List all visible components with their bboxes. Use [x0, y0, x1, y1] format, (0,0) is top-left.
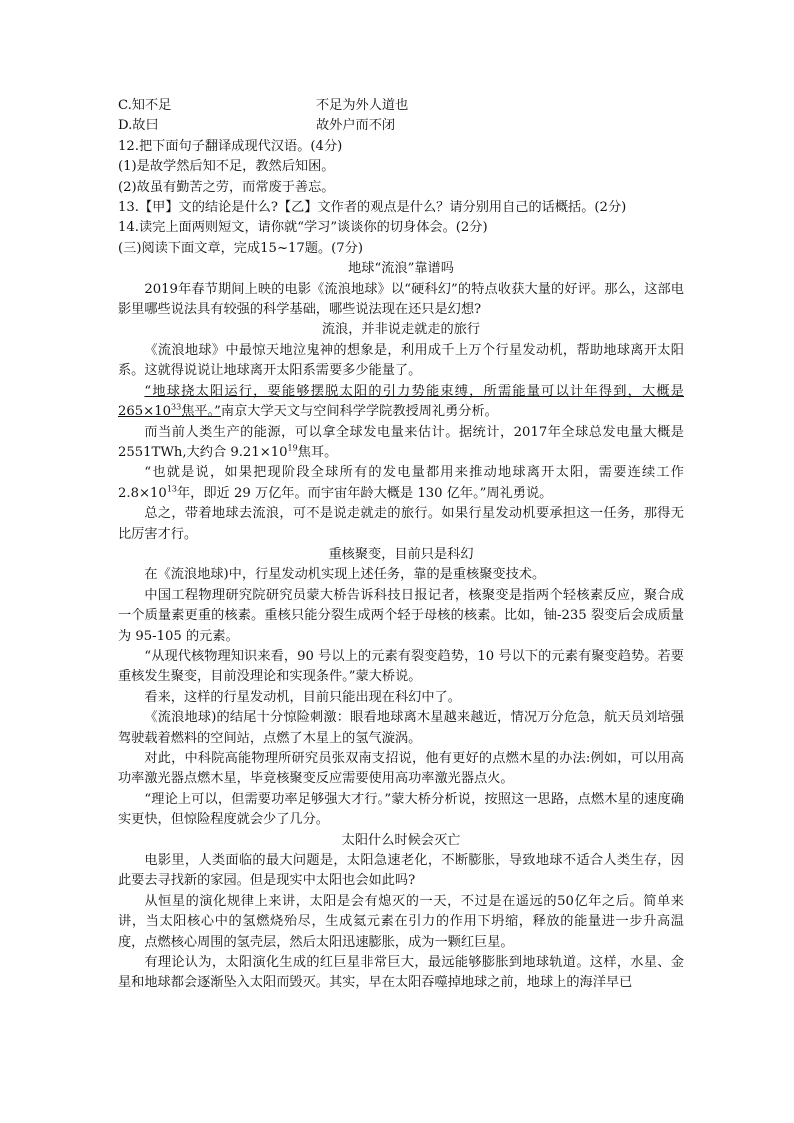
exponent: 19	[287, 443, 298, 453]
paragraph-5: 总之，带着地球去流浪，可不是说走就走的旅行。如果行星发动机要承担这一任务，那得无比厉害才行。	[118, 506, 684, 542]
article-intro: 2019年春节期间上映的电影《流浪地球》以“硬科幻”的特点收获大量的好评。那么，这部电影里哪些说法具有较强的科学基础，哪些说法现在还只是幻想?	[118, 281, 684, 318]
article-title: 地球“流浪”靠谱吗	[348, 261, 454, 277]
paragraph-6: 在《流浪地球)中，行星发动机实现上述任务，靠的是重核聚变技术。	[144, 567, 546, 583]
option-c	[118, 96, 684, 116]
paragraph-2	[118, 382, 684, 423]
paragraph-3	[118, 423, 684, 464]
option-d-label: D.故曰	[118, 118, 159, 134]
paragraph-10: 《流浪地球)的结尾十分惊险刺激：眼看地球离木星越来越近，情况万分危急，航天员刘培强驾驶载着燃料的空间站，点燃了木星上的氢气漩涡。	[118, 710, 684, 746]
paragraph-12: “理论上可以，但需要功率足够强大才行。”蒙大桥分析说，按照这一思路，点燃木星的速度确实更快，但惊险程度就会少了几分。	[118, 791, 684, 828]
document-page	[118, 96, 684, 994]
question-12-title: 12.把下面句子翻译成现代汉语。(4分)	[118, 138, 343, 154]
paragraph-9: 看来，这样的行星发动机，目前只能出现在科幻中了。	[144, 689, 461, 705]
p3-text: 而当前人类生产的能源，可以拿全球发电量来估计。据统计，2017年全球总发电量大概是 2551TWh,大约合 9.21×10	[118, 424, 684, 460]
paragraph-8: “从现代核物理知识来看，90 号以上的元素有裂变趋势，10 号以下的元素有聚变趋势。若要重核发生聚变，目前没理论和实现条件。”蒙大桥说。	[118, 648, 684, 685]
subheading-2: 重核聚变，目前只是科幻	[328, 546, 474, 562]
option-c-sentence: 不足为外人道也	[316, 98, 409, 113]
p3-unit: 焦耳。	[297, 444, 338, 460]
paragraph-14: 从恒星的演化规律上来讲，太阳是会有熄灭的一天，不过是在遥远的50亿年之后。简单来讲，当太阳核心中的氢燃烧殆尽，生成氦元素在引力的作用下坍缩，释放的能量进一步升高温度，点燃核心周围的氢壳层，然后太阳迅速膨胀，成为一颗红巨星。	[118, 893, 684, 950]
section-3-instruction: (三)阅读下面文章，完成15~17题。(7分)	[118, 240, 364, 256]
subheading-3: 太阳什么时候会灭亡	[341, 832, 461, 848]
paragraph-13: 电影里，人类面临的最大问题是，太阳急速老化，不断膨胀，导致地球不适合人类生存，因此要去寻找新的家园。但是现实中太阳也会如此吗?	[118, 853, 684, 889]
paragraph-1: 《流浪地球》中最惊天地泣鬼神的想象是，利用成千上万个行星发动机，帮助地球离开太阳系。这就得说说让地球离开太阳系需要多少能量了。	[118, 342, 684, 379]
exponent: 33	[171, 402, 182, 412]
question-13: 13.【甲】文的结论是什么?【乙】文作者的观点是什么？请分别用自己的话概括。(2分)	[118, 200, 627, 216]
option-d	[118, 116, 684, 136]
paragraph-11: 对此，中科院高能物理所研究员张双南支招说，他有更好的点燃木星的办法:例如，可以用高功率激光器点燃木星，毕竟核聚变反应需要使用高功率激光器点火。	[118, 751, 684, 787]
question-14: 14.读完上面两则短文，请你就“学习”谈谈你的切身体会。(2分)	[118, 220, 488, 236]
p4-tail: 年，即近 29 万亿年。而宇宙年龄大概是 130 亿年。”周礼勇说。	[177, 485, 553, 501]
paragraph-15: 有理论认为，太阳演化生成的红巨星非常巨大，最远能够膨胀到地球轨道。这样，水星、金星和地球都会逐渐坠入太阳而毁灭。其实，早在太阳吞噬掉地球之前，地球上的海洋早已	[118, 955, 684, 991]
question-12-sentence-2: (2)故虽有勤苦之劳，而常废于善忘。	[118, 179, 335, 195]
paragraph-4	[118, 463, 684, 504]
option-c-label: C.知不足	[118, 98, 172, 113]
p4-text: “也就是说，如果把现阶段全球所有的发电量都用来推动地球离开太阳，需要连续工作2.8×10	[118, 465, 684, 501]
quote-attribution: 南京大学天文与空间科学学院教授周礼勇分析。	[220, 404, 498, 420]
quote-text: “地球挠太阳运行，要能够摆脱太阳的引力势能束缚，所需能量可以计年得到，大概是 265×10	[118, 383, 684, 420]
quote-unit: 焦平。”	[181, 404, 221, 420]
paragraph-7: 中国工程物理研究院研究员蒙大桥告诉科技日报记者，核聚变是指两个轻核素反应，聚合成一个质量素更重的核素。重核只能分裂生成两个轻于母核的核素。比如，铀-235 裂变后会成质量为 95-105 的元素。	[118, 587, 684, 644]
question-12-sentence-1: (1)是故学然后知不足，教然后知困。	[118, 159, 335, 175]
option-d-sentence: 故外户而不闭	[316, 118, 396, 134]
subheading-1: 流浪，并非说走就走的旅行	[321, 322, 481, 338]
exponent: 13	[166, 484, 177, 494]
